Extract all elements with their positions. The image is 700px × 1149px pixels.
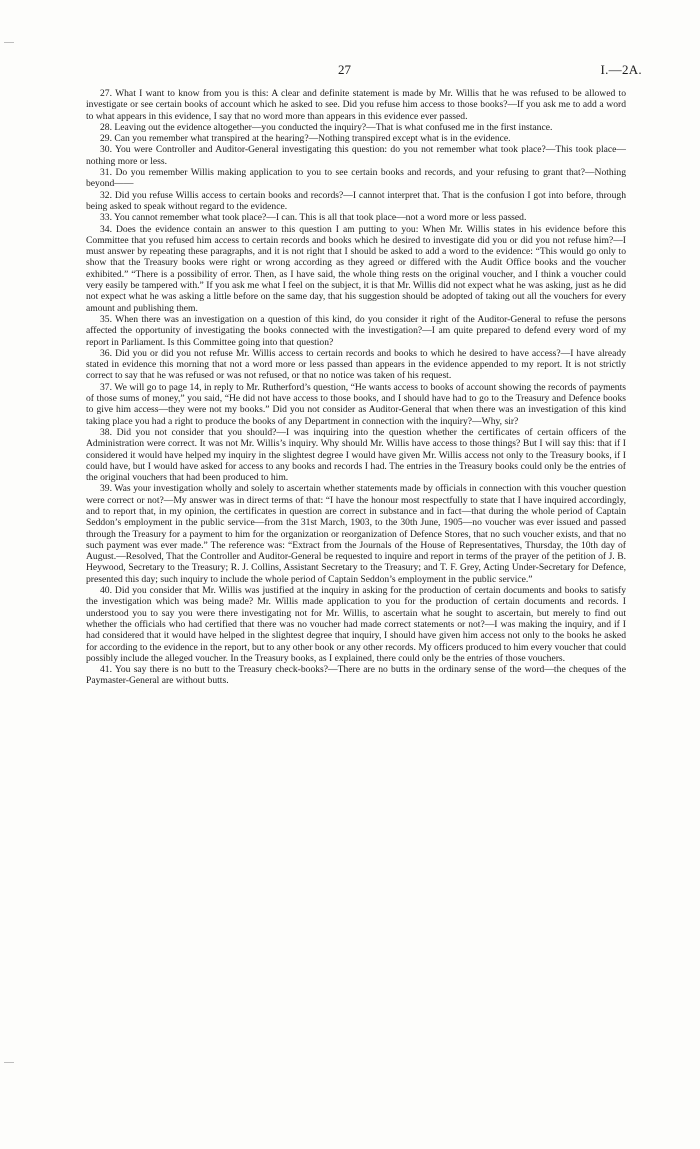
paragraph: 28. Leaving out the evidence altogether—you conducted the inquiry?—That is what confused me in the first instance. [100, 121, 553, 133]
paragraph: 37. We will go to page 14, in reply to Mr. Rutherford’s question, “He wants access to books of account showing the records of payments of those sums of money,” you said, “He did not have access to those books, and I should have had to go to the Treasury and Defence books to give him access—they were not my books.” Did you not consider as Auditor-General that when there was an investigation of this kind taking place you had a right to produce the books of any Department in connection with the inquiry?—Why, sir? [86, 381, 626, 427]
paragraph: 33. You cannot remember what took place?—I can. This is all that took place—not a word more or less passed. [100, 212, 527, 224]
paragraph: 29. Can you remember what transpired at the hearing?—Nothing transpired except what is in the evidence. [100, 133, 511, 145]
paragraph: 36. Did you or did you not refuse Mr. Willis access to certain records and books to which he desired to have access?—I have already stated in evidence this morning that not a word more or less passed than appears in the evidence appended to my report. It is not strictly correct to say that he was refused or was not refused, or that no notice was taken of his request. [86, 347, 626, 382]
paragraph: 27. What I want to know from you is this: A clear and definite statement is made by Mr. Willis that he was refused to be allowed to investigate or see certain books of account which he asked to see. Did you refuse him access to those books?—If you ask me to add a word to what appears in this evidence, I say that no word more than appears in this evidence ever passed. [86, 88, 626, 122]
paragraph: 35. When there was an investigation on a question of this kind, do you consider it right of the Auditor-General to refuse the persons affected the opportunity of investigating the books connected with the investigation?—I am quite prepared to defend every word of my report in Parliament. Is this Committee going into that question? [86, 313, 626, 348]
evidence-text [86, 88, 626, 687]
scan-edge-mark [4, 1062, 14, 1063]
paragraph: 39. Was your investigation wholly and solely to ascertain whether statements made by officials in connection with this voucher question were correct or not?—My answer was in direct terms of that: “I have the honour most respectfully to state that I have inquired accordingly, and to report that, in my opinion, the certificates in question are correct in substance and in fact—that during the whole period of Captain Seddon’s employment in the public service—from the 31st March, 1903, to the 30th June, 1905—no voucher was ever issued and passed through the Treasury for a payment to him for the organization or reorganization of Defence Stores, that no such voucher exists, and that no such payment was ever made.” The reference was: “Extract from the Journals of the House of Representatives, Thursday, the 10th day of August.—Resolved, That the Controller and Auditor-General be requested to inquire and report in terms of the prayer of the petition of J. B. Heywood, Secretary to the Treasury; R. J. Collins, Assistant Secretary to the Treasury; and T. F. Grey, Acting Under-Secretary for Defence, presented this day; such inquiry to include the whole period of Captain Seddon’s employment in the public service.” [86, 483, 626, 585]
paragraph: 30. You were Controller and Auditor-General investigating this question: do you not remember what took place?—This took place—nothing more or less. [86, 144, 626, 167]
paragraph: 31. Do you remember Willis making application to you to see certain books and records, and your refusing to grant that?—Nothing beyond—— [86, 167, 626, 190]
paragraph: 38. Did you not consider that you should?—I was inquiring into the question whether the certificates of certain officers of the Administration were correct. It was not Mr. Willis’s inquiry. Why should Mr. Willis have access to those things? But I will say this: that if I considered it would have helped my inquiry in the slightest degree I would have given Mr. Willis access not only to the Treasury books, if I could have, but I would have asked for access to any books and records I had. The entries in the Treasury books could only be the entries of the original vouchers that had been produced to him. [86, 426, 626, 484]
document-reference: I.—2A. [600, 62, 642, 77]
scan-edge-mark [4, 42, 14, 43]
paragraph: 34. Does the evidence contain an answer to this question I am putting to you: When Mr. Willis states in his evidence before this Committee that you refused him access to certain records and books which he desired to investigate did you or did you not refuse him?—I must answer by repeating these paragraphs, and it is not right that I should be asked to add a word to the evidence: “This would go only to show that the Treasury books were right or wrong according as they agreed or differed with the Audit Office books and the voucher exhibited.” “There is a possibility of error. Then, as I have said, the whole thing rests on the original voucher, and I think a voucher could very easily be tampered with.” If you ask me what I feel on the subject, it is that Mr. Willis did not expect what he was asking, just as he did not expect what he was asking a little before on the same day, that his suggestion should be adopted of taking out all the vouchers for every amount and publishing them. [86, 223, 626, 314]
page-header [0, 62, 700, 78]
page-number: 27 [338, 62, 351, 77]
paragraph: 40. Did you consider that Mr. Willis was justified at the inquiry in asking for the production of certain documents and books to satisfy the investigation which was being made? Mr. Willis made application to you for the production of certain documents and records. I understood you to say you were there investigating not for Mr. Willis, to ascertain what he sought to ascertain, but merely to find out whether the officials who had certified that there was no voucher had made correct statements or not?—I was making the inquiry, and if I had considered that it would have helped in the slightest degree that inquiry, I should have given him access not only to the books he asked for according to the evidence in the report, but to any other book or any other records. My officers produced to him every voucher that could possibly include the alleged voucher. In the Treasury books, as I explained, there could only be the entries of those vouchers. [86, 585, 626, 664]
paragraph: 32. Did you refuse Willis access to certain books and records?—I cannot interpret that. That is the confusion I got into before, through being asked to speak without regard to the evidence. [86, 189, 626, 212]
paragraph: 41. You say there is no butt to the Treasury check-books?—There are no butts in the ordinary sense of the word—the cheques of the Paymaster-General are without butts. [86, 664, 626, 687]
